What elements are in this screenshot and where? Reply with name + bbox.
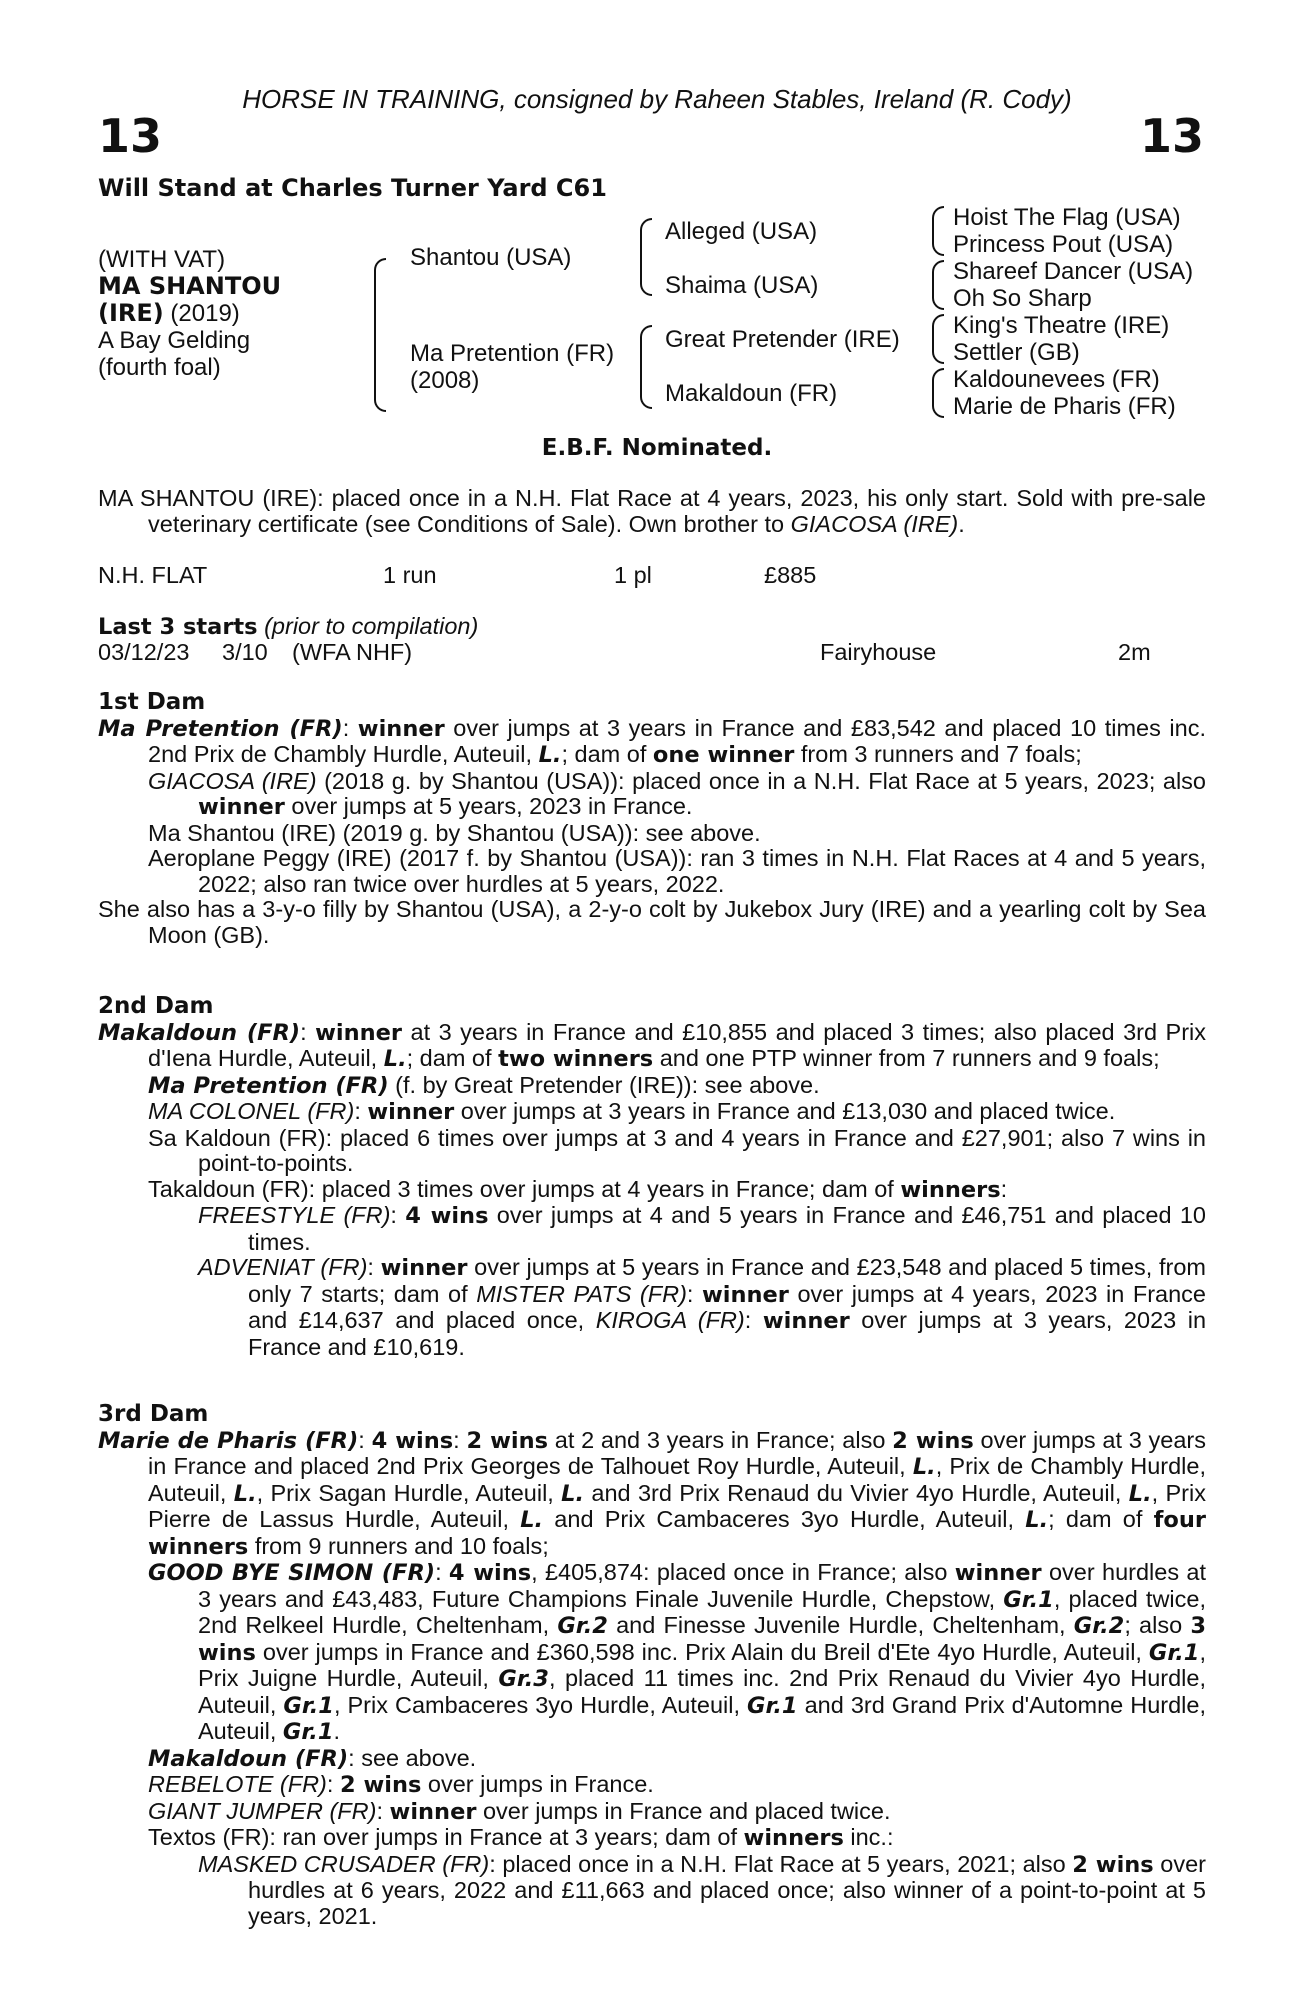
progeny-entry xyxy=(98,1772,1206,1799)
text: over jumps at 5 years in France and £23,548 and placed 5 times, from only 7 starts; dam of xyxy=(248,1254,1206,1307)
win-text: winners xyxy=(743,1825,844,1851)
consignment-line: HORSE IN TRAINING, consigned by Raheen Stables, Ireland (R. Cody) xyxy=(242,84,1072,114)
win-text: winner xyxy=(367,1099,455,1125)
text: : xyxy=(367,1254,381,1280)
text: , Prix Pierre de Lassus Hurdle, Auteuil, xyxy=(148,1479,1206,1532)
text: : xyxy=(686,1280,702,1307)
pedigree-ddd: Marie de Pharis (FR) xyxy=(953,393,1176,420)
listed-badge: L. xyxy=(1128,1480,1152,1507)
horse-name: MASKED CRUSADER (FR) xyxy=(198,1850,490,1877)
second-dam-section xyxy=(98,994,1206,1360)
text: ; dam of xyxy=(561,741,653,767)
last-starts-note: (prior to compilation) xyxy=(264,613,479,639)
listed-badge: L. xyxy=(912,1454,936,1480)
text: , placed 11 times inc. 2nd Prix Renaud du Vivier 4yo Hurdle, Auteuil, xyxy=(198,1665,1207,1718)
win-text: 2 wins xyxy=(892,1427,974,1454)
horse-name: MA COLONEL (FR) xyxy=(148,1098,355,1124)
horse-name: REBELOTE (FR) xyxy=(148,1771,327,1797)
text: , Prix Cambaceres 3yo Hurdle, Auteuil, xyxy=(333,1691,748,1718)
progeny-entry: Aeroplane Peggy (IRE) (2017 f. by Shantou (USA)): ran 3 times in N.H. Flat Races at 4 and 5 years, 2022; also ran twice over hurdles at 5 years, 2022. xyxy=(148,845,1206,897)
progeny-entry xyxy=(98,1073,1206,1100)
grand-progeny-entry xyxy=(98,1255,1206,1360)
text: ; dam of xyxy=(406,1045,499,1071)
text: over jumps at 4 and 5 years in France and £46,751 and placed 10 times. xyxy=(248,1202,1206,1255)
text: : xyxy=(342,714,358,741)
text: : xyxy=(300,1018,316,1045)
text: , placed twice, 2nd Relkeel Hurdle, Cheltenham, xyxy=(198,1585,1207,1638)
group-badge: Gr.2 xyxy=(557,1613,608,1639)
win-text: 3 wins xyxy=(198,1613,1207,1666)
third-dam-entry xyxy=(98,1428,1206,1561)
text: at 3 years in France and £10,855 and placed 3 times; also placed 3rd Prix d'Iena Hurdle, Auteuil, xyxy=(148,1018,1206,1071)
horse-name: Ma Pretention (FR) xyxy=(148,1072,389,1099)
text: (f. by Great Pretender (IRE)): see above. xyxy=(388,1071,820,1098)
horse-name: GIACOSA (IRE) xyxy=(148,767,317,794)
text: Takaldoun (FR): placed 3 times over jumps at 4 years in France; dam of xyxy=(148,1175,901,1202)
summary-main: MA SHANTOU (IRE): placed once in a N.H. Flat Race at 4 years, 2023, his only start. Sold with pre-sale veterinary certificate (see Conditions of Sale). Own brother to xyxy=(98,485,1206,537)
listed-badge: L. xyxy=(1025,1507,1049,1533)
brace-ds xyxy=(932,314,944,364)
vat-note: (WITH VAT) xyxy=(98,246,226,273)
win-text: winner xyxy=(380,1255,468,1281)
grand-progeny-entry xyxy=(98,1203,1206,1255)
start-race: (WFA NHF) xyxy=(292,639,413,665)
listed-badge: L. xyxy=(561,1480,585,1507)
progeny-entry: Sa Kaldoun (FR): placed 6 times over jumps at 3 and 4 years in France and £27,901; also 7 wins in point-to-points. xyxy=(148,1124,1206,1176)
text: : placed once in a N.H. Flat Race at 5 years, 2021; also xyxy=(489,1850,1073,1877)
pedigree-sds: Shareef Dancer (USA) xyxy=(953,258,1194,285)
text: : xyxy=(744,1307,763,1333)
text: over hurdles at 6 years, 2022 and £11,663 and placed once; also winner of a point-to-point at 5 years, 2021. xyxy=(248,1850,1206,1929)
win-text: winner xyxy=(315,1019,403,1046)
pedigree-sss: Hoist The Flag (USA) xyxy=(953,204,1181,231)
horse-name: MISTER PATS (FR) xyxy=(476,1280,687,1307)
progeny-entry xyxy=(98,1099,1206,1126)
second-dam-entry xyxy=(98,1020,1206,1073)
group-badge: Gr.1 xyxy=(282,1719,334,1745)
progeny-entry xyxy=(98,1560,1206,1746)
text: and 3rd Grand Prix d'Automne Hurdle, Auteuil, xyxy=(198,1691,1206,1744)
listed-badge: L. xyxy=(233,1480,257,1507)
win-text: winner xyxy=(762,1308,850,1334)
text: from 3 runners and 7 foals; xyxy=(794,741,1082,767)
progeny-entry: Ma Shantou (IRE) (2019 g. by Shantou (USA)): see above. xyxy=(148,819,761,846)
text: : xyxy=(358,1426,372,1453)
record-runs: 1 run xyxy=(383,562,437,588)
text: and Prix Cambaceres 3yo Hurdle, Auteuil, xyxy=(543,1506,1026,1532)
start-position: 3/10 xyxy=(222,639,268,665)
group-badge: Gr.1 xyxy=(1148,1639,1200,1666)
summary-sibling: GIACOSA (IRE) xyxy=(790,510,959,537)
text: , Prix Sagan Hurdle, Auteuil, xyxy=(256,1479,562,1506)
horse-name-suffix xyxy=(98,300,281,327)
horse-name: GOOD BYE SIMON (FR) xyxy=(148,1560,436,1586)
horse-name: Ma Pretention (FR) xyxy=(98,715,343,742)
win-text: one winner xyxy=(652,742,795,768)
text: . xyxy=(333,1718,341,1744)
group-badge: Gr.1 xyxy=(283,1692,334,1719)
win-text: two winners xyxy=(498,1046,654,1072)
text: over jumps at 3 years in France and £83,542 and placed 10 times inc. 2nd Prix de Chambly Hurdle, Auteuil, xyxy=(148,714,1206,767)
summary-text xyxy=(98,486,1206,537)
group-badge: Gr.1 xyxy=(747,1692,798,1719)
listed-badge: L. xyxy=(383,1046,407,1072)
win-text: 4 wins xyxy=(405,1203,489,1229)
pedigree-dam: Ma Pretention (FR) xyxy=(410,340,615,367)
foal-number: (fourth foal) xyxy=(98,354,221,381)
win-text: 2 wins xyxy=(1072,1851,1154,1878)
summary xyxy=(98,486,1206,537)
text: and one PTP winner from 7 runners and 9 foals; xyxy=(653,1045,1160,1071)
text: over jumps at 3 years in France and placed 2nd Prix Georges de Talhouet Roy Hurdle, Auteuil, xyxy=(148,1426,1206,1479)
text: : xyxy=(390,1202,406,1228)
horse-description: A Bay Gelding xyxy=(98,327,251,354)
text: : xyxy=(453,1426,467,1453)
lot-number-right: 13 xyxy=(1139,109,1204,163)
text: , Prix Juigne Hurdle, Auteuil, xyxy=(198,1638,1206,1691)
text: , Prix de Chambly Hurdle, Auteuil, xyxy=(148,1453,1206,1506)
text: inc.: xyxy=(843,1824,894,1850)
horse-name: Makaldoun (FR) xyxy=(98,1019,301,1046)
win-text: winner xyxy=(198,794,285,820)
win-text: winner xyxy=(954,1560,1042,1586)
last-starts-title: Last 3 starts xyxy=(98,614,258,640)
second-dam-heading: 2nd Dam xyxy=(98,993,214,1019)
text: : xyxy=(354,1098,368,1124)
horse-name: KIROGA (FR) xyxy=(595,1307,745,1333)
text: : see above. xyxy=(348,1744,477,1771)
lot-number-left: 13 xyxy=(98,109,163,163)
third-dam-section xyxy=(98,1402,1206,1929)
text: over jumps at 3 years, 2023 in France and £10,619. xyxy=(248,1307,1207,1360)
text: and Finesse Juvenile Hurdle, Cheltenham, xyxy=(607,1612,1074,1638)
last-starts-heading xyxy=(98,614,478,641)
brace-ss xyxy=(932,206,944,256)
listed-badge: L. xyxy=(520,1507,544,1533)
pedigree-dd: Makaldoun (FR) xyxy=(665,380,838,407)
record-type: N.H. FLAT xyxy=(98,562,208,588)
horse-year: (2019) xyxy=(170,300,240,327)
text: : xyxy=(1000,1175,1008,1202)
win-text: 4 wins xyxy=(448,1560,532,1586)
pedigree-dss: King's Theatre (IRE) xyxy=(953,312,1170,339)
pedigree-sdd: Oh So Sharp xyxy=(953,285,1092,312)
group-badge: Gr.1 xyxy=(1003,1586,1054,1613)
pedigree-dam-year: (2008) xyxy=(410,367,480,394)
start-distance: 2m xyxy=(1118,639,1151,665)
text: from 9 runners and 10 foals; xyxy=(248,1532,549,1559)
win-text: four winners xyxy=(148,1507,1206,1560)
text: : xyxy=(376,1797,390,1824)
text: over hurdles at 3 years and £43,483, Future Champions Finale Juvenile Hurdle, Chepstow, xyxy=(198,1559,1207,1612)
text: over jumps in France and £360,598 inc. Prix Alain du Breil d'Ete 4yo Hurdle, Auteuil, xyxy=(255,1638,1149,1665)
win-text: winner xyxy=(702,1281,789,1308)
grand-progeny-entry xyxy=(98,1852,1206,1930)
brace-sire xyxy=(640,218,652,296)
text: over jumps at 4 years, 2023 in France and £14,637 and placed once, xyxy=(248,1280,1206,1333)
horse-country: (IRE) xyxy=(98,299,164,327)
progeny-entry xyxy=(98,1177,1206,1204)
brace-dam xyxy=(640,325,652,409)
pedigree-sd: Shaima (USA) xyxy=(665,272,819,299)
third-dam-heading: 3rd Dam xyxy=(98,1401,209,1427)
text: : xyxy=(326,1771,340,1797)
pedigree-dsd: Settler (GB) xyxy=(953,339,1080,366)
text: ; dam of xyxy=(1048,1506,1154,1532)
start-date: 03/12/23 xyxy=(98,639,190,665)
text: over jumps in France and placed twice. xyxy=(476,1797,891,1824)
win-text: 2 wins xyxy=(466,1427,549,1454)
record-prize: £885 xyxy=(764,562,817,588)
text: over jumps at 3 years in France and £13,030 and placed twice. xyxy=(454,1098,1116,1124)
pedigree-dds: Kaldounevees (FR) xyxy=(953,366,1160,393)
horse-name: Marie de Pharis (FR) xyxy=(98,1427,359,1454)
progeny-entry xyxy=(98,1825,1206,1852)
listed-badge: L. xyxy=(538,742,562,768)
horse-name: MA SHANTOU xyxy=(98,272,282,300)
start-course: Fairyhouse xyxy=(820,639,937,665)
first-dam-entry xyxy=(98,716,1206,769)
group-badge: Gr.3 xyxy=(498,1666,549,1692)
progeny-entry xyxy=(98,1746,1206,1773)
first-dam-section xyxy=(98,690,1206,948)
text: (2018 g. by Shantou (USA)): placed once in a N.H. Flat Race at 5 years, 2023; also xyxy=(316,767,1206,794)
text: : xyxy=(435,1559,449,1585)
pedigree-ssd: Princess Pout (USA) xyxy=(953,231,1174,258)
progeny-entry xyxy=(98,769,1206,821)
pedigree-sire: Shantou (USA) xyxy=(410,244,572,271)
brace-gen1 xyxy=(374,258,386,412)
win-text: winner xyxy=(389,1798,477,1825)
ebf-nomination: E.B.F. Nominated. xyxy=(541,435,773,461)
win-text: winners xyxy=(900,1176,1001,1203)
win-text: 2 wins xyxy=(339,1772,422,1798)
brace-sd xyxy=(932,260,944,310)
progeny-entry xyxy=(98,1799,1206,1826)
horse-name: FREESTYLE (FR) xyxy=(198,1202,391,1228)
horse-name: Makaldoun (FR) xyxy=(148,1745,349,1772)
text: ; also xyxy=(1124,1612,1191,1638)
first-dam-heading: 1st Dam xyxy=(98,689,206,715)
summary-end: . xyxy=(958,510,965,537)
pedigree-ds: Great Pretender (IRE) xyxy=(665,326,900,353)
stand-location: Will Stand at Charles Turner Yard C61 xyxy=(98,174,607,202)
horse-name: ADVENIAT (FR) xyxy=(198,1254,368,1280)
text: at 2 and 3 years in France; also xyxy=(548,1426,893,1453)
text: , £405,874: placed once in France; also xyxy=(531,1559,955,1585)
pedigree-ss: Alleged (USA) xyxy=(665,218,818,245)
horse-info xyxy=(98,246,281,381)
win-text: 4 wins xyxy=(371,1427,454,1454)
record-placed: 1 pl xyxy=(614,562,652,588)
horse-name: GIANT JUMPER (FR) xyxy=(148,1797,377,1824)
group-badge: Gr.2 xyxy=(1073,1613,1125,1639)
progeny-note: She also has a 3-y-o filly by Shantou (USA), a 2-y-o colt by Jukebox Jury (IRE) and a yearling colt by Sea Moon (GB). xyxy=(98,896,1206,948)
text: Textos (FR): ran over jumps in France at 3 years; dam of xyxy=(148,1824,744,1850)
text: over jumps in France. xyxy=(421,1771,654,1797)
text: and 3rd Prix Renaud du Vivier 4yo Hurdle, Auteuil, xyxy=(584,1479,1129,1506)
text: over jumps at 5 years, 2023 in France. xyxy=(284,793,693,819)
win-text: winner xyxy=(357,715,445,742)
brace-dd xyxy=(932,368,944,418)
